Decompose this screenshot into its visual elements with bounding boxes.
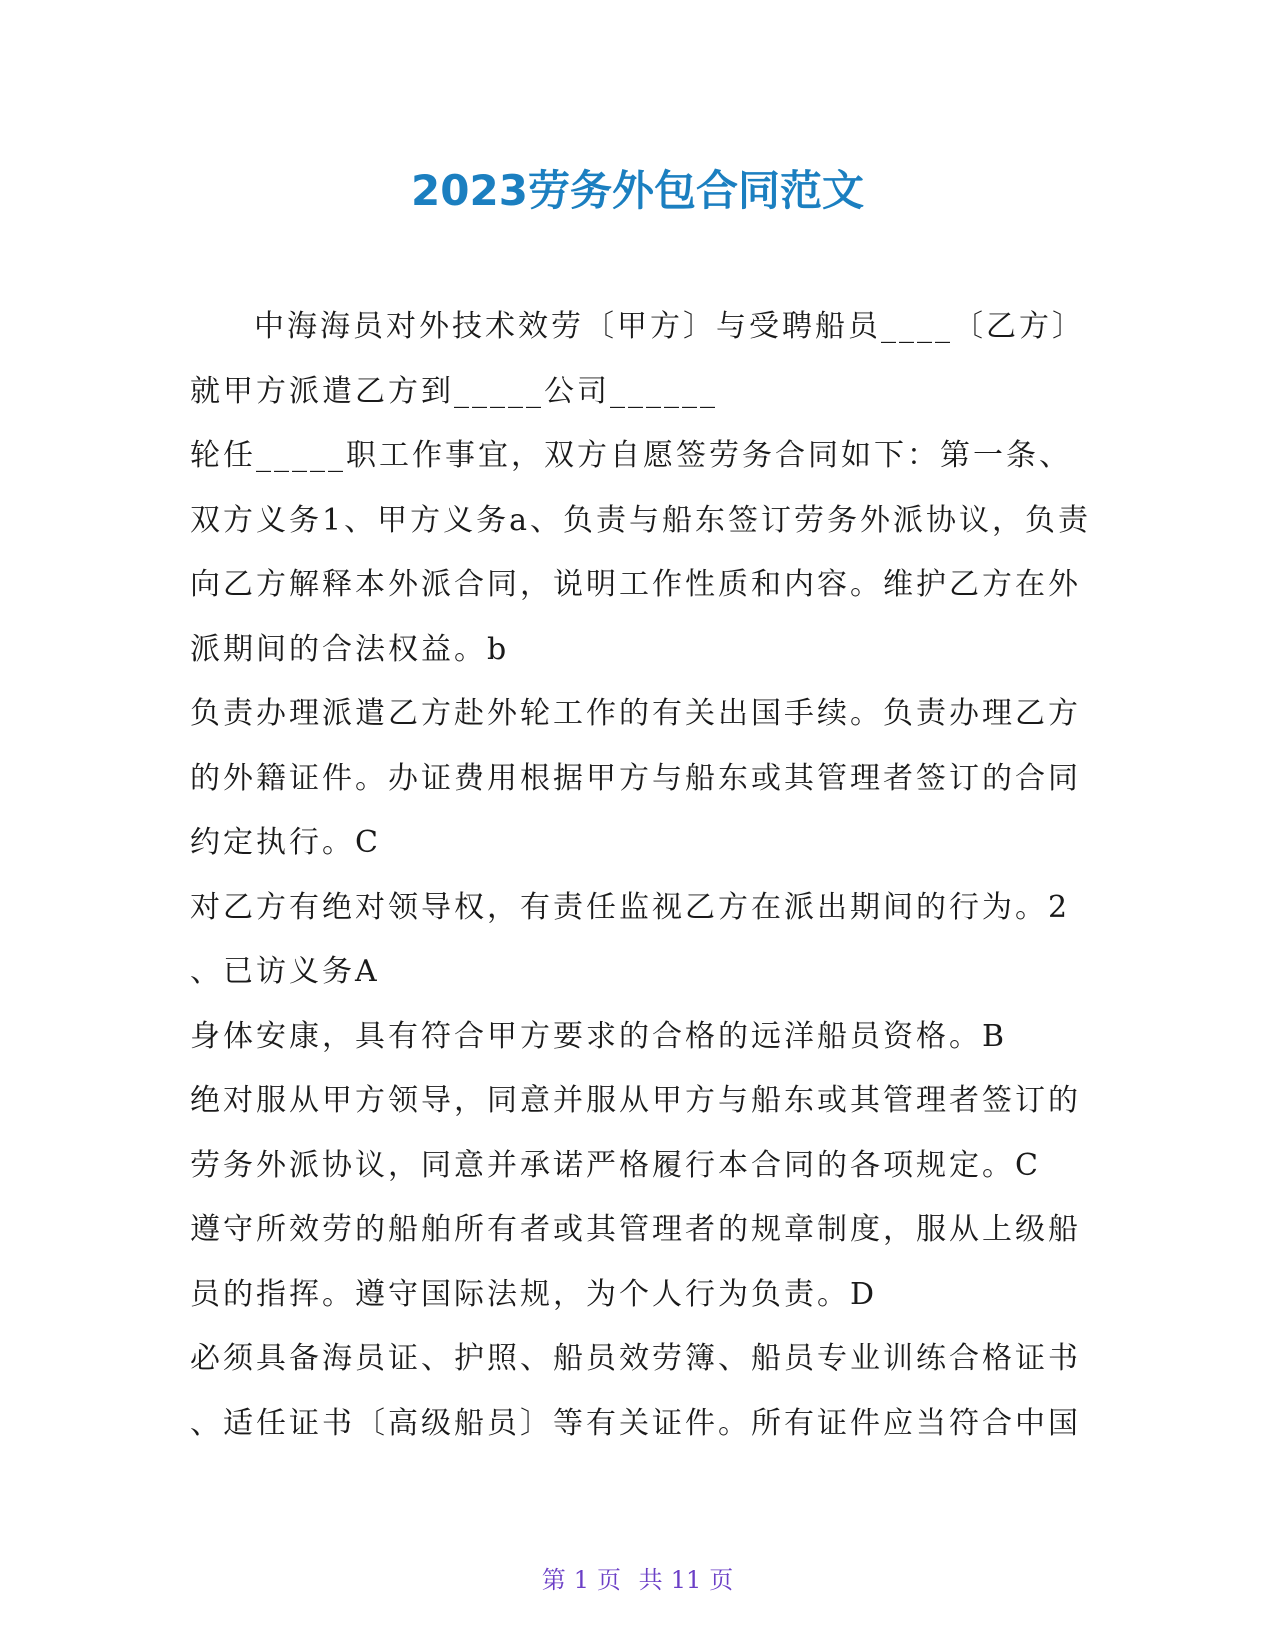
footer-suffix: 页 [709, 1566, 734, 1594]
footer-middle: 页 共 [597, 1566, 663, 1594]
body-line: 遵守所效劳的船舶所有者或其管理者的规章制度，服从上级船 [190, 1212, 1081, 1247]
body-line: 对乙方有绝对领导权，有责任监视乙方在派出期间的行为。2 [190, 889, 1071, 925]
body-line: 的外籍证件。办证费用根据甲方与船东或其管理者签订的合同 [190, 760, 1081, 796]
body-line: 中海海员对外技术效劳〔甲方〕与受聘船员____〔乙方〕 [254, 309, 1085, 344]
body-line: 负责办理派遣乙方赴外轮工作的有关出国手续。负责办理乙方 [190, 696, 1081, 731]
body-line: 绝对服从甲方领导，同意并服从甲方与船东或其管理者签订的 [190, 1083, 1081, 1118]
footer-prefix: 第 [541, 1566, 566, 1594]
body-line: 、已访义务A [190, 954, 380, 989]
body-line: 就甲方派遣乙方到_____公司______ [190, 373, 718, 409]
footer-page-number: 1 [573, 1566, 590, 1594]
page-footer [0, 1560, 1275, 1595]
body-line: 双方义务1、甲方义务a、负责与船东签订劳务外派协议，负责 [190, 502, 1091, 538]
body-line: 员的指挥。遵守国际法规，为个人行为负责。D [190, 1276, 878, 1312]
body-line: 轮任_____职工作事宜，双方自愿签劳务合同如下：第一条、 [190, 438, 1072, 473]
document-body [190, 295, 1090, 1456]
body-line: 、适任证书〔高级船员〕等有关证件。所有证件应当符合中国 [190, 1405, 1081, 1441]
body-line: 向乙方解释本外派合同，说明工作性质和内容。维护乙方在外 [190, 567, 1081, 602]
body-line: 劳务外派协议，同意并承诺严格履行本合同的各项规定。C [190, 1147, 1041, 1183]
body-line: 必须具备海员证、护照、船员效劳簿、船员专业训练合格证书 [190, 1341, 1081, 1376]
body-line: 身体安康，具有符合甲方要求的合格的远洋船员资格。B [190, 1018, 1008, 1054]
body-line: 约定执行。C [190, 825, 381, 860]
document-title: 2023劳务外包合同范文 [411, 166, 864, 215]
footer-total-pages: 11 [670, 1566, 702, 1594]
body-line: 派期间的合法权益。b [190, 631, 510, 667]
